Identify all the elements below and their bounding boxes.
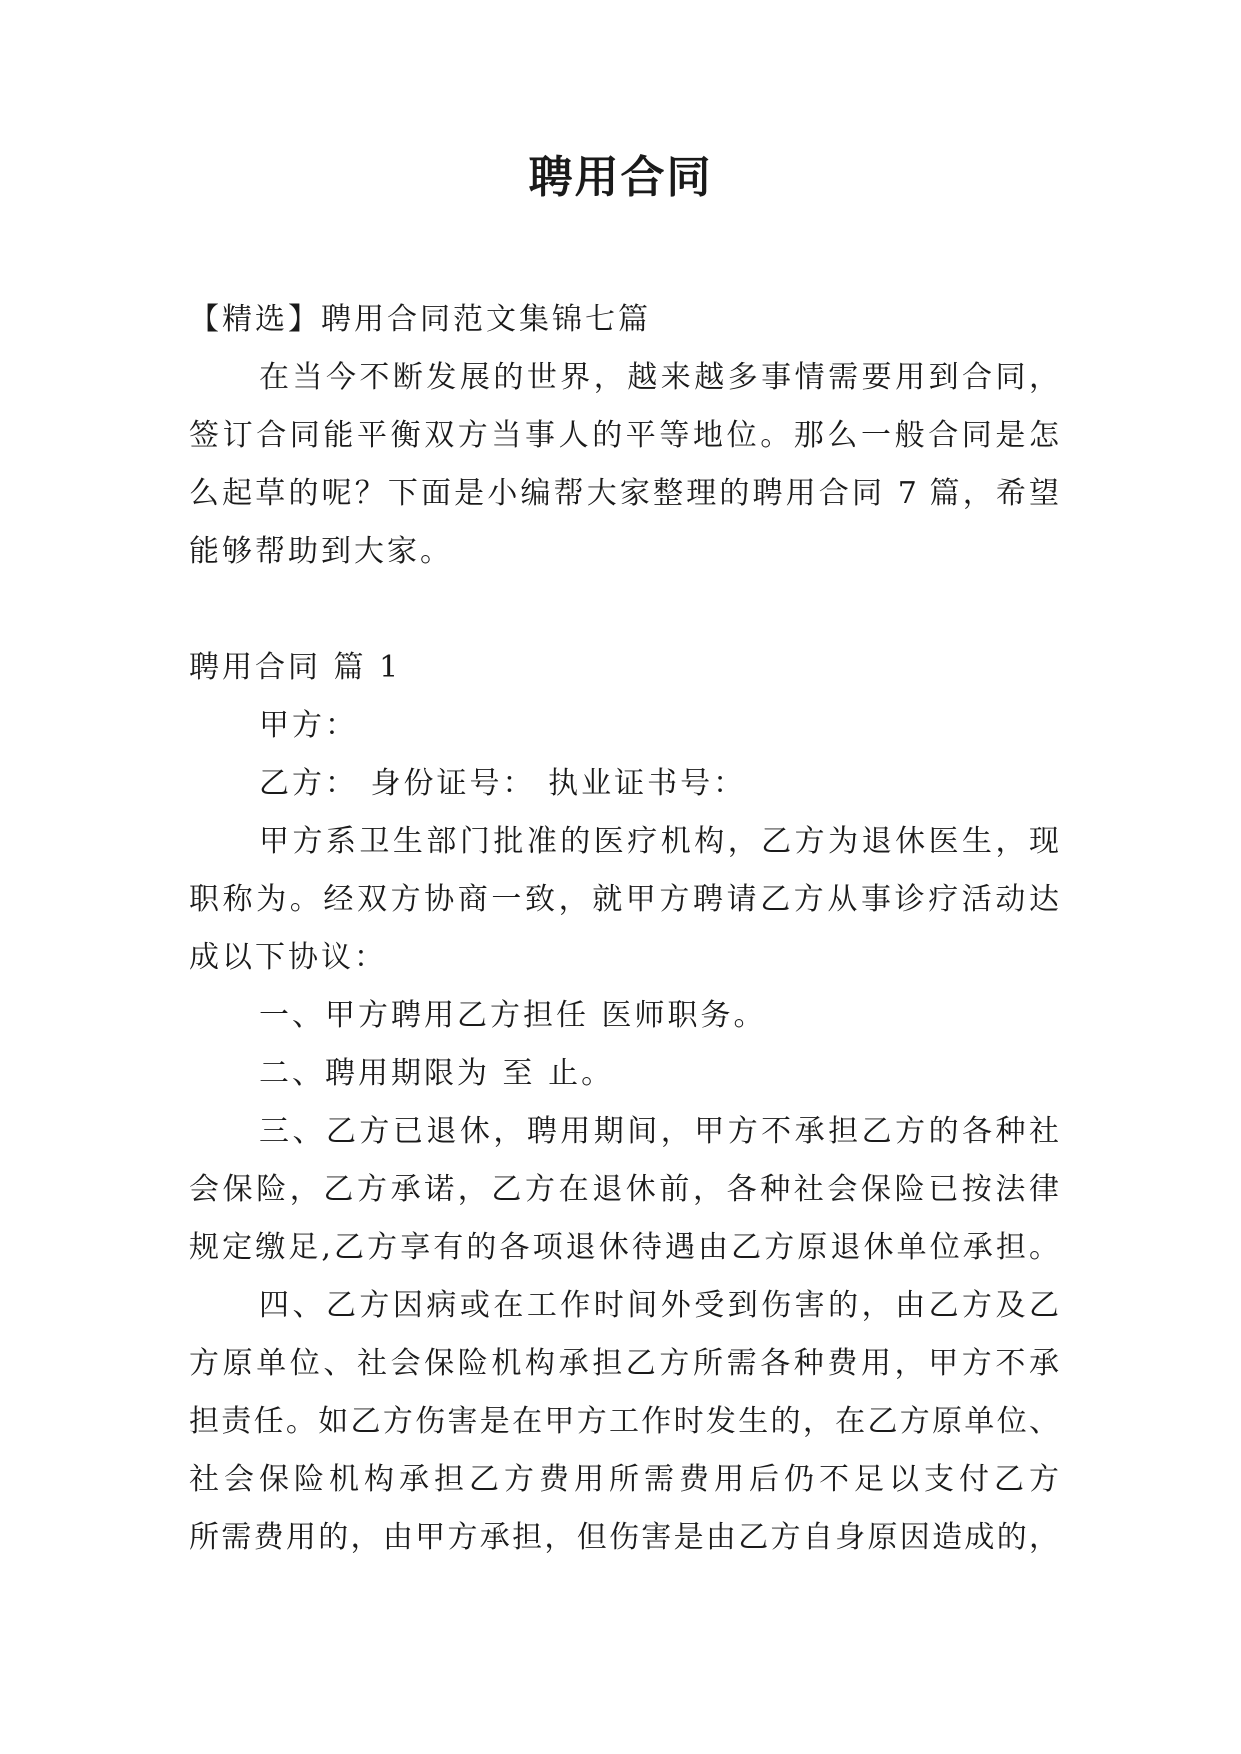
clause-line: 社会保险机构承担乙方费用所需费用后仍不足以支付乙方 bbox=[189, 1462, 1059, 1497]
clause-line: 四、乙方因病或在工作时间外受到伤害的，由乙方及乙 bbox=[259, 1288, 1059, 1323]
clause-line: 所需费用的，由甲方承担，但伤害是由乙方自身原因造成的， bbox=[189, 1520, 1059, 1555]
clause-line: 方原单位、社会保险机构承担乙方所需各种费用，甲方不承 bbox=[189, 1346, 1059, 1381]
party-a-line: 甲方： bbox=[259, 708, 358, 743]
paragraph-line: 签订合同能平衡双方当事人的平等地位。那么一般合同是怎 bbox=[189, 418, 1059, 453]
paragraph-line: 成以下协议： bbox=[189, 940, 387, 975]
clause-line: 规定缴足,乙方享有的各项退休待遇由乙方原退休单位承担。 bbox=[189, 1230, 1059, 1265]
paragraph-line: 在当今不断发展的世界，越来越多事情需要用到合同， bbox=[259, 360, 1059, 395]
clause-line: 三、乙方已退休，聘用期间，甲方不承担乙方的各种社 bbox=[259, 1114, 1059, 1149]
paragraph-line: 职称为。经双方协商一致，就甲方聘请乙方从事诊疗活动达 bbox=[189, 882, 1059, 917]
document-body bbox=[189, 291, 1059, 1567]
clause-line: 会保险，乙方承诺，乙方在退休前，各种社会保险已按法律 bbox=[189, 1172, 1059, 1207]
paragraph-line: 能够帮助到大家。 bbox=[189, 534, 453, 569]
party-b-line: 乙方： 身份证号： 执业证书号： bbox=[259, 766, 747, 801]
paragraph-line: 么起草的呢？下面是小编帮大家整理的聘用合同 7 篇，希望 bbox=[189, 476, 1059, 511]
section-heading: 聘用合同 篇 1 bbox=[189, 650, 402, 685]
blank-line bbox=[189, 581, 1059, 639]
clause-line: 一、甲方聘用乙方担任 医师职务。 bbox=[259, 998, 767, 1033]
intro-heading: 【精选】聘用合同范文集锦七篇 bbox=[189, 302, 651, 337]
clause-line: 担责任。如乙方伤害是在甲方工作时发生的，在乙方原单位、 bbox=[189, 1404, 1059, 1439]
paragraph-line: 甲方系卫生部门批准的医疗机构，乙方为退休医生，现 bbox=[259, 824, 1059, 859]
document-title: 聘用合同 bbox=[528, 152, 713, 203]
clause-line: 二、聘用期限为 至 止。 bbox=[259, 1056, 615, 1091]
